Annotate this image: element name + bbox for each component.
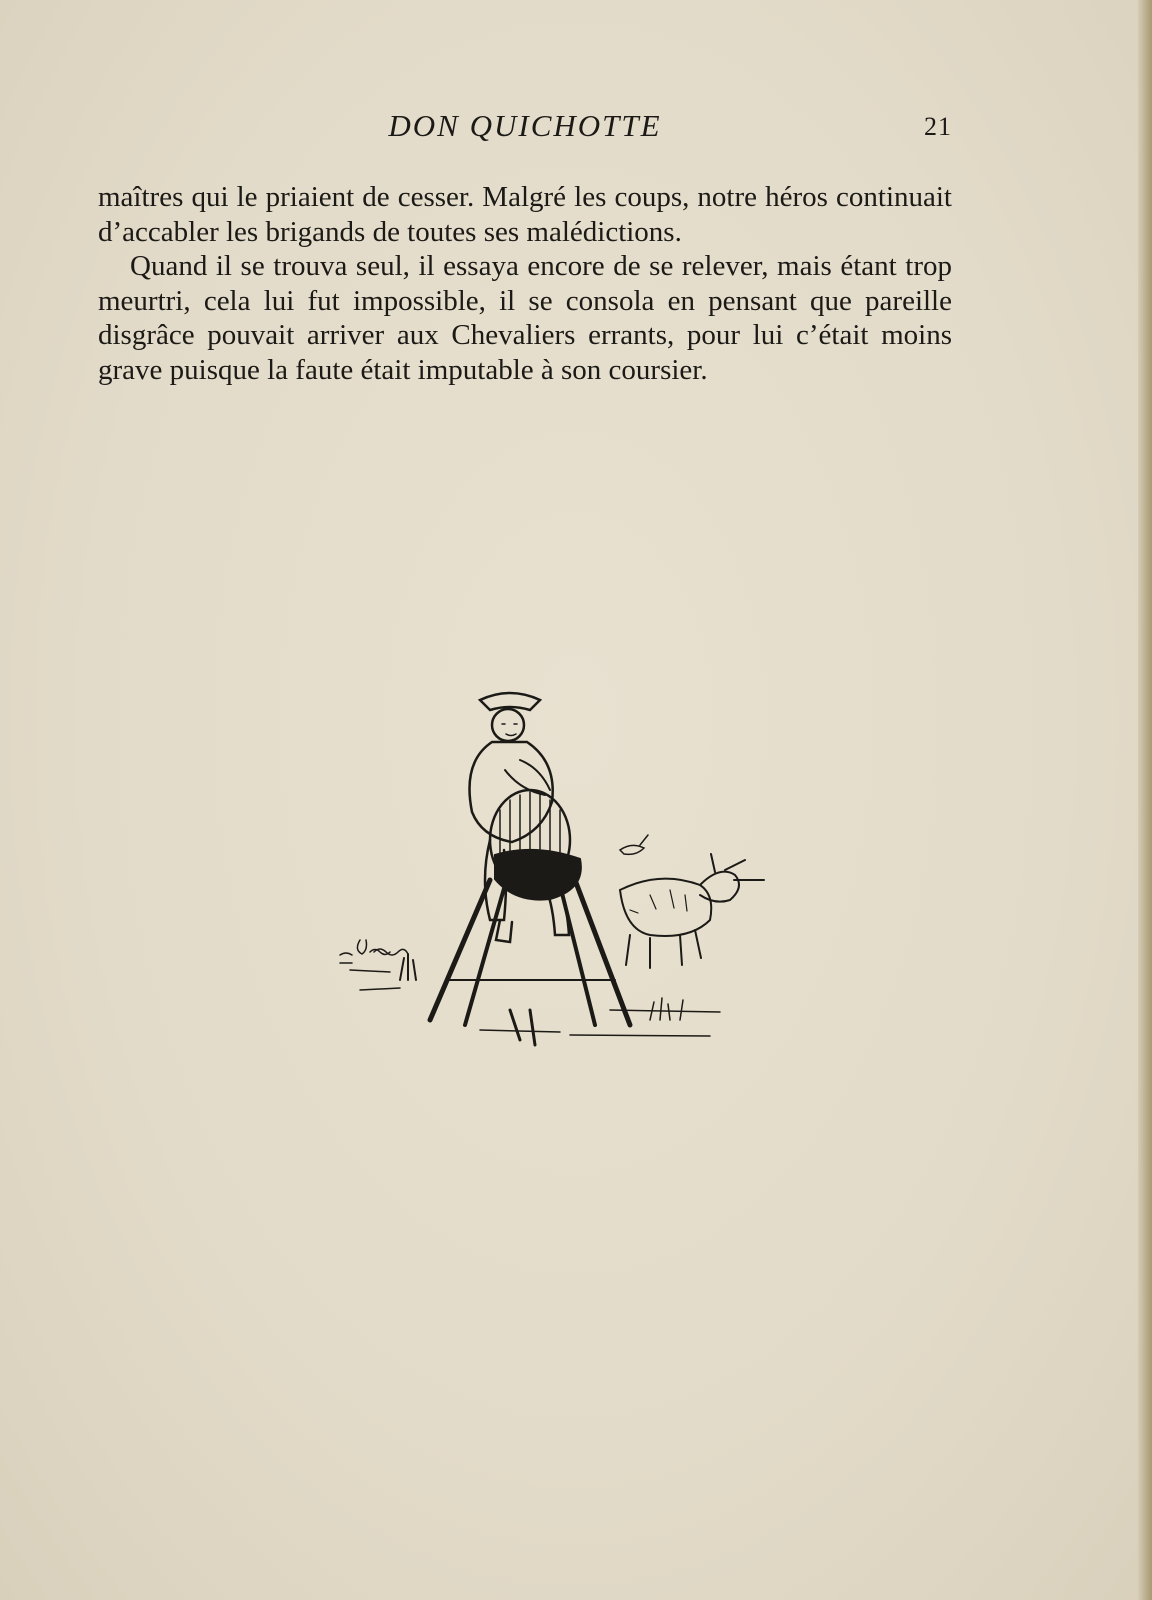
- paragraph-2: Quand il se trouva seul, il essaya encore de se relever, mais étant trop meurtri, cela lui fut impossible, il se consola en pensant que pareille disgrâce pouvait arriver aux Chevaliers errants, pour lui c’était moins grave puisque la faute était imputable à son coursier.: [98, 250, 952, 386]
- running-head: [98, 108, 952, 148]
- page-edge: [1138, 0, 1152, 1600]
- illustration-engraving: [330, 680, 770, 1080]
- body-text: [98, 180, 952, 387]
- page-number: 21: [924, 112, 952, 141]
- running-title: DON QUICHOTTE: [388, 108, 662, 143]
- paragraph-1: maîtres qui le priaient de cesser. Malgré les coups, notre héros continuait d’accabler les brigands de toutes ses malédictions.: [98, 181, 952, 248]
